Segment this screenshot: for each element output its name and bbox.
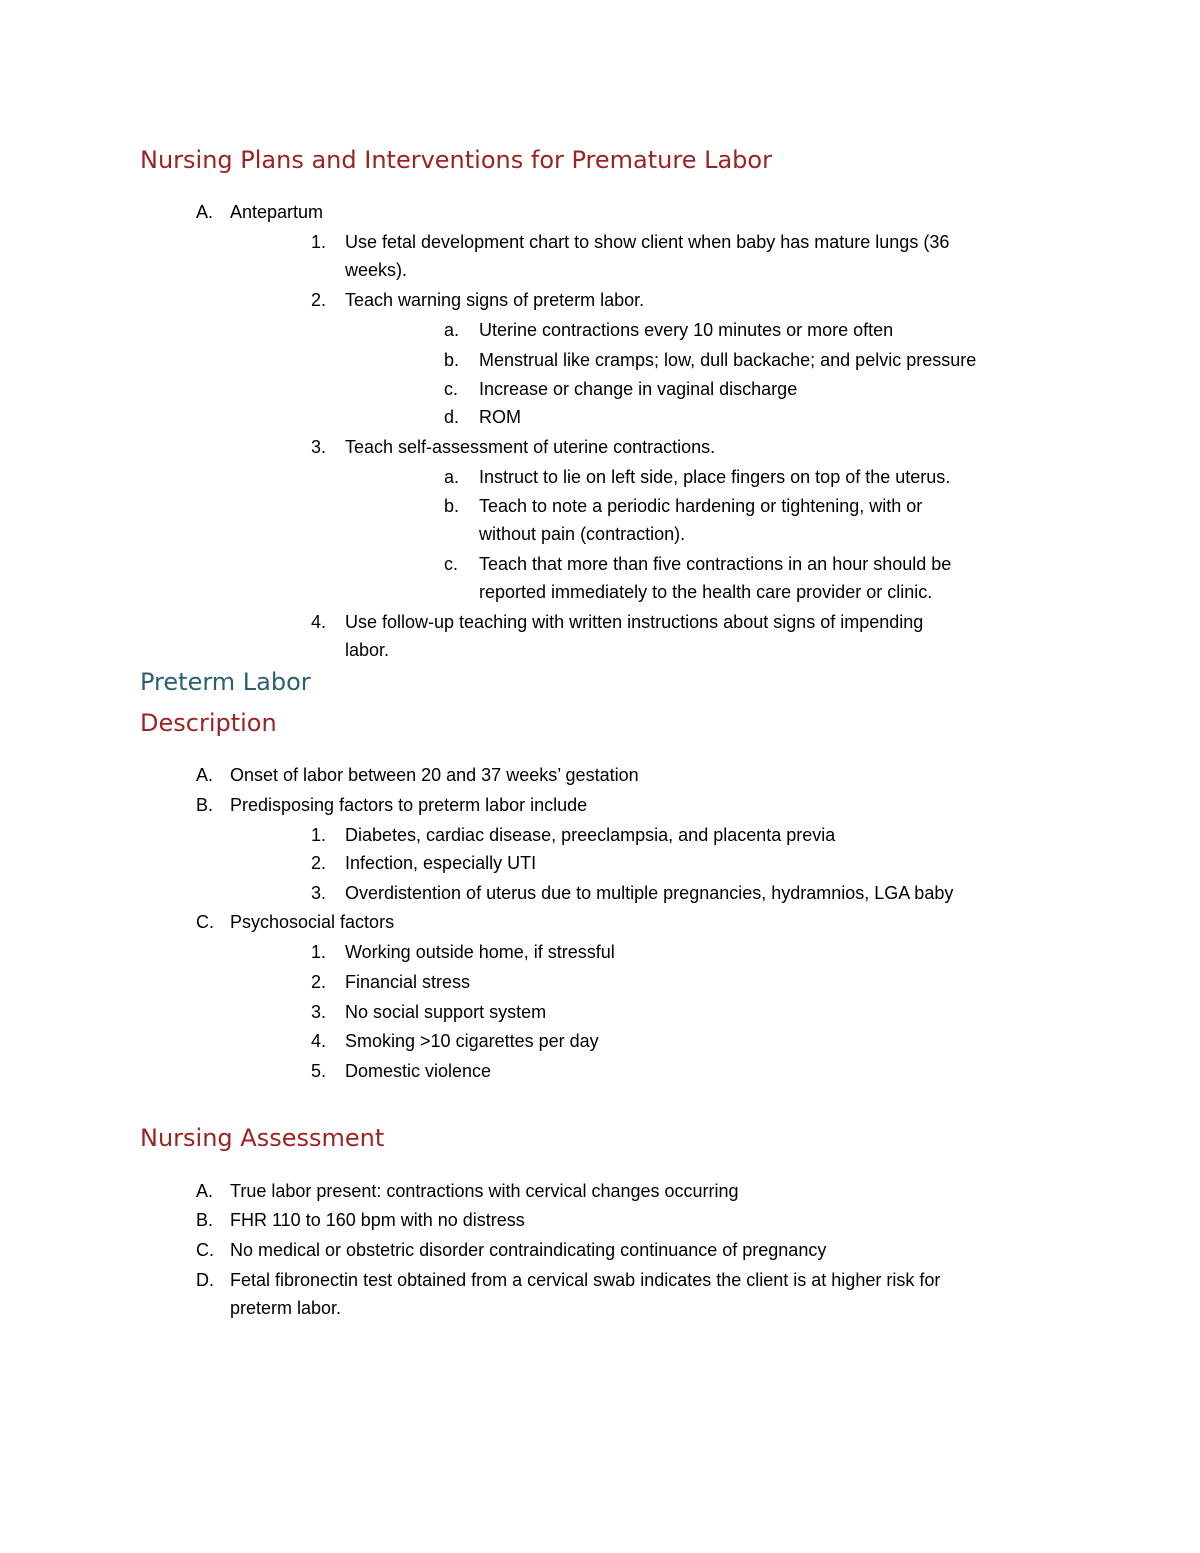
list-item-text: Diabetes, cardiac disease, preeclampsia, and placenta previa: [345, 825, 836, 845]
list-marker: 4.: [311, 1031, 327, 1051]
list-item-text: Domestic violence: [345, 1061, 492, 1081]
list-marker: b.: [444, 496, 460, 516]
list-marker: d.: [444, 407, 460, 427]
list-item-text: Uterine contractions every 10 minutes or more often: [479, 320, 894, 340]
heading-preterm-labor: Preterm Labor: [140, 668, 311, 696]
list-marker: A.: [196, 765, 214, 785]
list-marker: C.: [196, 1240, 214, 1260]
list-marker: 1.: [311, 825, 327, 845]
list-item-text: without pain (contraction).: [479, 524, 686, 544]
list-item-text: FHR 110 to 160 bpm with no distress: [230, 1210, 525, 1230]
list-marker: 4.: [311, 612, 327, 632]
list-item-text: No social support system: [345, 1002, 547, 1022]
list-marker: D.: [196, 1270, 214, 1290]
list-marker: 3.: [311, 1002, 327, 1022]
list-item-text: Infection, especially UTI: [345, 853, 537, 873]
list-item-text: Use follow-up teaching with written instructions about signs of impending: [345, 612, 924, 632]
list-item-text: Overdistention of uterus due to multiple pregnancies, hydramnios, LGA baby: [345, 883, 954, 903]
list-marker: c.: [444, 379, 459, 399]
list-marker: 2.: [311, 972, 327, 992]
list-item-text: True labor present: contractions with cervical changes occurring: [230, 1181, 739, 1201]
list-item-text: Onset of labor between 20 and 37 weeks’ gestation: [230, 765, 639, 785]
list-item-text: Increase or change in vaginal discharge: [479, 379, 798, 399]
list-marker: 3.: [311, 437, 327, 457]
heading-nursing-plans: Nursing Plans and Interventions for Premature Labor: [140, 146, 772, 174]
list-item-text: No medical or obstetric disorder contraindicating continuance of pregnancy: [230, 1240, 827, 1260]
list-item-text: Teach that more than five contractions in an hour should be: [479, 554, 952, 574]
list-marker: C.: [196, 912, 214, 932]
list-marker: 2.: [311, 290, 327, 310]
list-marker: B.: [196, 795, 214, 815]
list-marker: 1.: [311, 232, 327, 252]
heading-description: Description: [140, 709, 277, 737]
list-item-text: Smoking >10 cigarettes per day: [345, 1031, 599, 1051]
list-item-text: ROM: [479, 407, 521, 427]
list-marker: B.: [196, 1210, 214, 1230]
list-item-text: Teach warning signs of preterm labor.: [345, 290, 645, 310]
list-item-text: reported immediately to the health care provider or clinic.: [479, 582, 933, 602]
list-marker: 2.: [311, 853, 327, 873]
list-marker: c.: [444, 554, 459, 574]
list-item-text: weeks).: [345, 260, 408, 280]
list-item-antepartum: Antepartum: [230, 202, 324, 222]
list-item-text: Psychosocial factors: [230, 912, 395, 932]
list-item-text: Teach to note a periodic hardening or tightening, with or: [479, 496, 923, 516]
list-marker: A.: [196, 202, 214, 222]
list-item-text: Use fetal development chart to show client when baby has mature lungs (36: [345, 232, 950, 252]
list-marker: b.: [444, 350, 460, 370]
list-item-text: Menstrual like cramps; low, dull backache; and pelvic pressure: [479, 350, 977, 370]
list-item-text: Instruct to lie on left side, place fingers on top of the uterus.: [479, 467, 951, 487]
list-item-text: labor.: [345, 640, 390, 660]
list-marker: 3.: [311, 883, 327, 903]
list-item-text: preterm labor.: [230, 1298, 342, 1318]
list-marker: a.: [444, 467, 460, 487]
list-marker: A.: [196, 1181, 214, 1201]
heading-nursing-assessment: Nursing Assessment: [140, 1124, 385, 1152]
list-item-text: Fetal fibronectin test obtained from a cervical swab indicates the client is at higher risk for: [230, 1270, 941, 1290]
list-marker: a.: [444, 320, 460, 340]
list-item-text: Predisposing factors to preterm labor include: [230, 795, 588, 815]
list-marker: 1.: [311, 942, 327, 962]
list-item-text: Financial stress: [345, 972, 471, 992]
list-marker: 5.: [311, 1061, 327, 1081]
list-item-text: Teach self-assessment of uterine contractions.: [345, 437, 716, 457]
list-item-text: Working outside home, if stressful: [345, 942, 615, 962]
